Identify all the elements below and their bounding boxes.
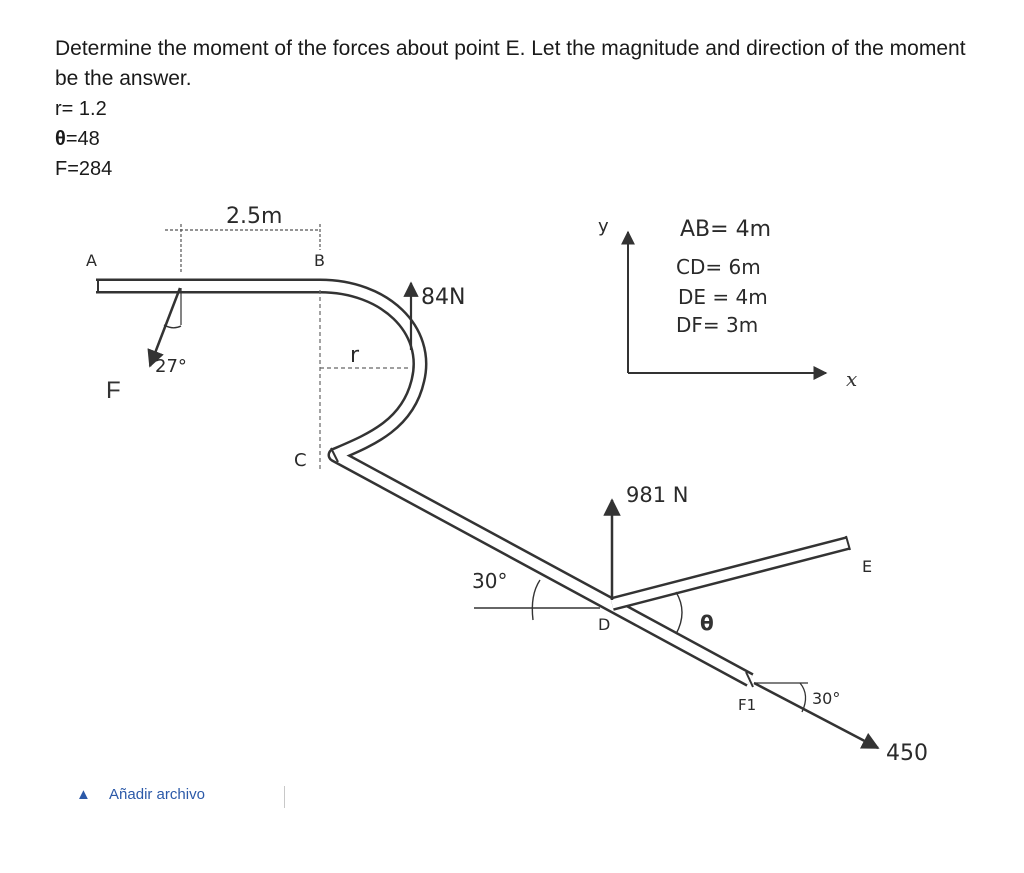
force-450-label: 450 bbox=[886, 741, 928, 766]
given-r-symbol: r bbox=[55, 98, 62, 120]
axis-y-label: y bbox=[598, 216, 609, 237]
given-r-sep: = bbox=[61, 98, 79, 120]
axis-x-label: x bbox=[846, 367, 858, 391]
given-r-value: 1.2 bbox=[78, 98, 107, 120]
given-theta-sep: = bbox=[65, 128, 78, 150]
force-981N-label: 981 N bbox=[626, 483, 689, 507]
given-f-sep: = bbox=[67, 158, 79, 180]
upload-arrow-icon: ▲ bbox=[76, 786, 91, 803]
point-F1-label: F1 bbox=[738, 696, 757, 714]
problem-statement: Determine the moment of the forces about point E. Let the magnitude and direction of the moment be the answer. bbox=[55, 37, 966, 90]
length-notes bbox=[676, 217, 771, 337]
point-C-label: C bbox=[294, 450, 307, 471]
radius-label: r bbox=[350, 343, 360, 368]
angle-theta-label: θ bbox=[700, 611, 714, 635]
given-theta-value: 48 bbox=[77, 128, 100, 150]
angle-theta-marker bbox=[676, 592, 682, 634]
force-F-label: F bbox=[106, 377, 121, 404]
length-CD: CD= 6m bbox=[676, 255, 761, 279]
length-DF: DF= 3m bbox=[676, 313, 759, 337]
force-84N-label: 84N bbox=[421, 285, 466, 310]
add-file-clip bbox=[66, 786, 286, 803]
arm-DE bbox=[612, 536, 850, 604]
point-B-label: B bbox=[314, 251, 325, 270]
dimension-AB bbox=[165, 224, 320, 274]
force-F-angle: 27° bbox=[155, 356, 187, 377]
length-DE: DE = 4m bbox=[678, 285, 768, 309]
given-f-value: 284 bbox=[78, 158, 113, 180]
length-AB: AB= 4m bbox=[680, 217, 771, 242]
point-E-label: E bbox=[862, 557, 873, 576]
angle-D-label: 30° bbox=[472, 569, 508, 593]
force-F-arrow bbox=[150, 288, 181, 366]
add-file-button[interactable] bbox=[66, 786, 285, 808]
given-theta-symbol: θ bbox=[55, 128, 66, 150]
point-A-label: A bbox=[86, 251, 97, 270]
point-D-label: D bbox=[598, 615, 611, 634]
angle-F1-label: 30° bbox=[812, 689, 841, 708]
add-file-label: Añadir archivo bbox=[109, 786, 205, 803]
given-f-symbol: F bbox=[55, 158, 68, 180]
dim-AB-label: 2.5m bbox=[226, 204, 283, 229]
